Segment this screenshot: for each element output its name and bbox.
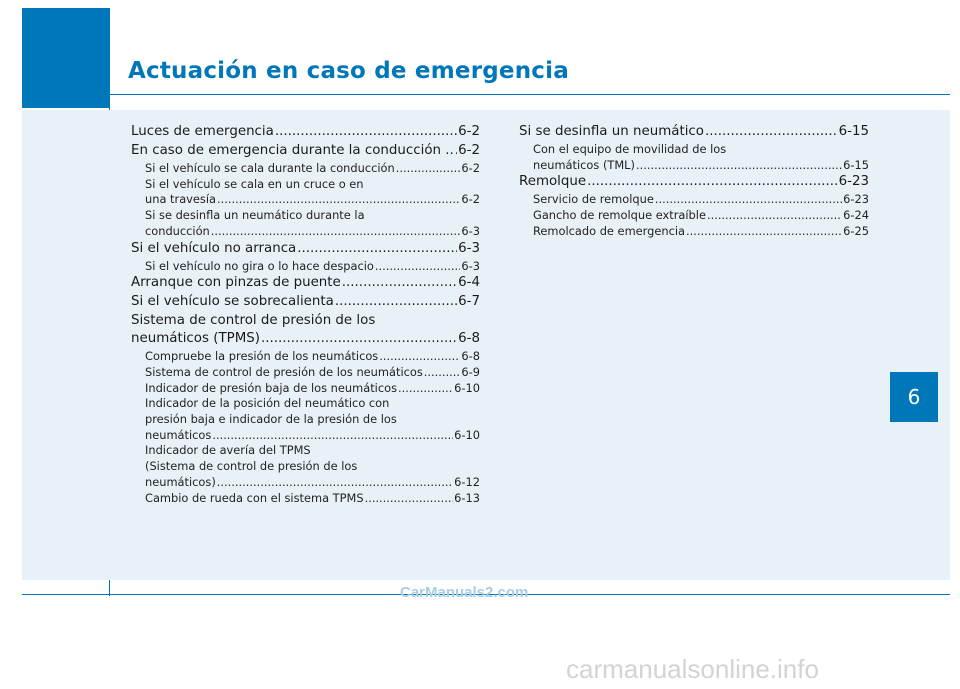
toc-entry-title: neumáticos xyxy=(145,427,212,442)
toc-entry-title: neumáticos (TML) xyxy=(533,157,635,172)
toc-subentry[interactable] xyxy=(131,177,480,208)
dot-leader xyxy=(217,192,460,208)
toc-entry-line: Sistema de control de presión de los xyxy=(131,313,376,329)
toc-entry-title: Remolcado de emergencia xyxy=(533,223,686,238)
dot-leader xyxy=(375,259,461,275)
toc-page-number: 6-2 xyxy=(461,161,480,175)
chapter-tab[interactable] xyxy=(890,372,938,422)
dot-leader xyxy=(424,365,461,381)
toc-entry-row xyxy=(145,224,480,240)
toc-entry-row xyxy=(145,365,480,381)
toc-subentry[interactable] xyxy=(519,224,869,240)
toc-page-number: 6-12 xyxy=(454,474,480,489)
toc-entry-title: Arranque con pinzas de puente xyxy=(131,275,341,291)
toc-heading[interactable] xyxy=(131,274,480,292)
dot-leader xyxy=(455,142,457,160)
toc-entry-row xyxy=(145,349,480,365)
toc-entry-line: (Sistema de control de presión de los xyxy=(145,459,358,474)
dot-leader xyxy=(342,274,457,292)
toc-right-column xyxy=(519,123,869,240)
dot-leader xyxy=(587,173,837,191)
toc-heading[interactable] xyxy=(131,240,480,258)
title-underline xyxy=(110,94,950,95)
dot-leader xyxy=(212,428,453,444)
toc-page-number: 6-10 xyxy=(454,427,480,442)
toc-subentry[interactable] xyxy=(131,349,480,365)
toc-heading[interactable] xyxy=(519,173,869,191)
toc-entry-row xyxy=(145,475,480,491)
toc-entry-row xyxy=(145,491,480,507)
toc-entry-row xyxy=(145,161,480,177)
toc-entry-title: Indicador de presión baja de los neumáticos xyxy=(145,380,398,395)
toc-entry-title: Si el vehículo no gira o lo hace despacio xyxy=(145,258,374,273)
toc-entry-row xyxy=(145,259,480,275)
page-title: Actuación en caso de emergencia xyxy=(128,58,569,84)
dot-leader xyxy=(261,330,457,348)
dot-leader xyxy=(705,123,838,141)
dot-leader xyxy=(211,224,461,240)
toc-subentry[interactable] xyxy=(131,381,480,397)
toc-entry-title: conducción xyxy=(145,223,210,238)
dot-leader xyxy=(398,381,453,397)
toc-entry-title: Remolque xyxy=(519,174,587,190)
dot-leader xyxy=(396,161,461,177)
dot-leader xyxy=(217,475,453,491)
toc-page-number: 6-3 xyxy=(461,223,480,238)
toc-subentry[interactable] xyxy=(519,192,869,208)
toc-entry-title: Si se desinfla un neumático xyxy=(519,124,704,139)
toc-entry-title: una travesía xyxy=(145,192,216,207)
toc-entry-row xyxy=(131,293,480,311)
toc-entry-row xyxy=(131,123,480,141)
toc-page-number: 6-2 xyxy=(458,124,480,139)
dot-leader xyxy=(686,224,842,240)
toc-page-number: 6-13 xyxy=(454,490,480,505)
toc-page-number: 6-25 xyxy=(843,223,869,238)
toc-page-number: 6-8 xyxy=(461,349,480,364)
toc-subentry[interactable] xyxy=(131,161,480,177)
toc-page-number: 6-7 xyxy=(458,294,480,310)
chapter-number: 6 xyxy=(907,385,921,409)
dot-leader xyxy=(335,293,457,311)
toc-entry-title: neumáticos (TPMS) xyxy=(131,331,260,347)
toc-page-number: 6-23 xyxy=(838,174,869,190)
toc-entry-title: En caso de emergencia durante la conducción .. xyxy=(131,143,454,158)
dot-leader xyxy=(636,158,842,174)
toc-subentry[interactable] xyxy=(519,142,869,173)
toc-page-number: 6-23 xyxy=(843,192,869,207)
toc-entry-row xyxy=(519,173,869,191)
toc-entry-title: Gancho de remolque extraíble xyxy=(533,208,706,223)
toc-heading[interactable] xyxy=(131,312,480,348)
toc-entry-title: Luces de emergencia xyxy=(131,124,274,139)
toc-entry-line: Indicador de avería del TPMS xyxy=(145,443,311,458)
dot-leader xyxy=(365,491,454,507)
toc-entry-line: presión baja e indicador de la presión de los xyxy=(145,412,397,427)
toc-subentry[interactable] xyxy=(131,396,480,443)
watermark-carmanualsonline: carmanualsonline.info xyxy=(566,654,819,684)
toc-entry-row xyxy=(533,208,869,224)
toc-page-number: 6-15 xyxy=(843,157,869,172)
toc-entry-row xyxy=(131,240,480,258)
toc-subentry[interactable] xyxy=(131,365,480,381)
toc-heading[interactable] xyxy=(131,293,480,311)
toc-page-number: 6-10 xyxy=(454,380,480,395)
toc-entry-title: Servicio de remolque xyxy=(533,192,654,207)
toc-entry-row xyxy=(145,428,480,444)
toc-entry-title: Compruebe la presión de los neumáticos xyxy=(145,349,379,364)
toc-entry-row xyxy=(533,158,869,174)
toc-page-number: 6-15 xyxy=(838,124,869,139)
toc-page-number: 6-4 xyxy=(458,275,480,291)
toc-entry-line: Con el equipo de movilidad de los xyxy=(533,142,727,156)
toc-entry-row xyxy=(131,274,480,292)
toc-entry-title: Sistema de control de presión de los neumáticos xyxy=(145,364,423,379)
dot-leader xyxy=(297,240,457,258)
header-color-block xyxy=(22,8,110,108)
toc-left-column xyxy=(131,123,480,506)
toc-page-number: 6-2 xyxy=(461,192,480,207)
toc-page-number: 6-2 xyxy=(458,143,480,158)
toc-heading[interactable] xyxy=(131,142,480,160)
watermark-carmanuals2: CarManuals2.com xyxy=(400,584,529,601)
toc-entry-title: Cambio de rueda con el sistema TPMS xyxy=(145,490,364,505)
toc-subentry[interactable] xyxy=(519,208,869,224)
toc-page-number: 6-3 xyxy=(458,240,480,256)
toc-page-number: 6-24 xyxy=(843,208,869,223)
toc-entry-row xyxy=(533,224,869,240)
toc-page-number: 6-9 xyxy=(461,364,480,379)
toc-entry-title: Si el vehículo no arranca xyxy=(131,240,297,256)
toc-subentry[interactable] xyxy=(131,443,480,490)
toc-subentry[interactable] xyxy=(131,259,480,275)
dot-leader xyxy=(379,349,460,365)
toc-entry-line: Si el vehículo se cala en un cruce o en xyxy=(145,176,364,191)
toc-entry-line: Indicador de la posición del neumático con xyxy=(145,396,390,411)
toc-entry-title: neumáticos) xyxy=(145,474,216,489)
toc-entry-title: Si el vehículo se cala durante la conducción xyxy=(145,161,395,175)
toc-heading[interactable] xyxy=(519,123,869,141)
dot-leader xyxy=(655,192,842,208)
toc-entry-row xyxy=(145,192,480,208)
toc-entry-line: Si se desinfla un neumático durante la xyxy=(145,208,365,223)
toc-entry-row xyxy=(533,192,869,208)
toc-subentry[interactable] xyxy=(131,491,480,507)
toc-entry-row xyxy=(131,330,480,348)
toc-heading[interactable] xyxy=(131,123,480,141)
toc-entry-title: Si el vehículo se sobrecalienta xyxy=(131,294,334,310)
dot-leader xyxy=(707,208,842,224)
toc-page-number: 6-8 xyxy=(458,331,480,347)
toc-subentry[interactable] xyxy=(131,208,480,239)
dot-leader xyxy=(275,123,457,141)
toc-entry-row xyxy=(131,142,480,160)
toc-page-number: 6-3 xyxy=(461,258,480,273)
toc-entry-row xyxy=(145,381,480,397)
toc-entry-row xyxy=(519,123,869,141)
